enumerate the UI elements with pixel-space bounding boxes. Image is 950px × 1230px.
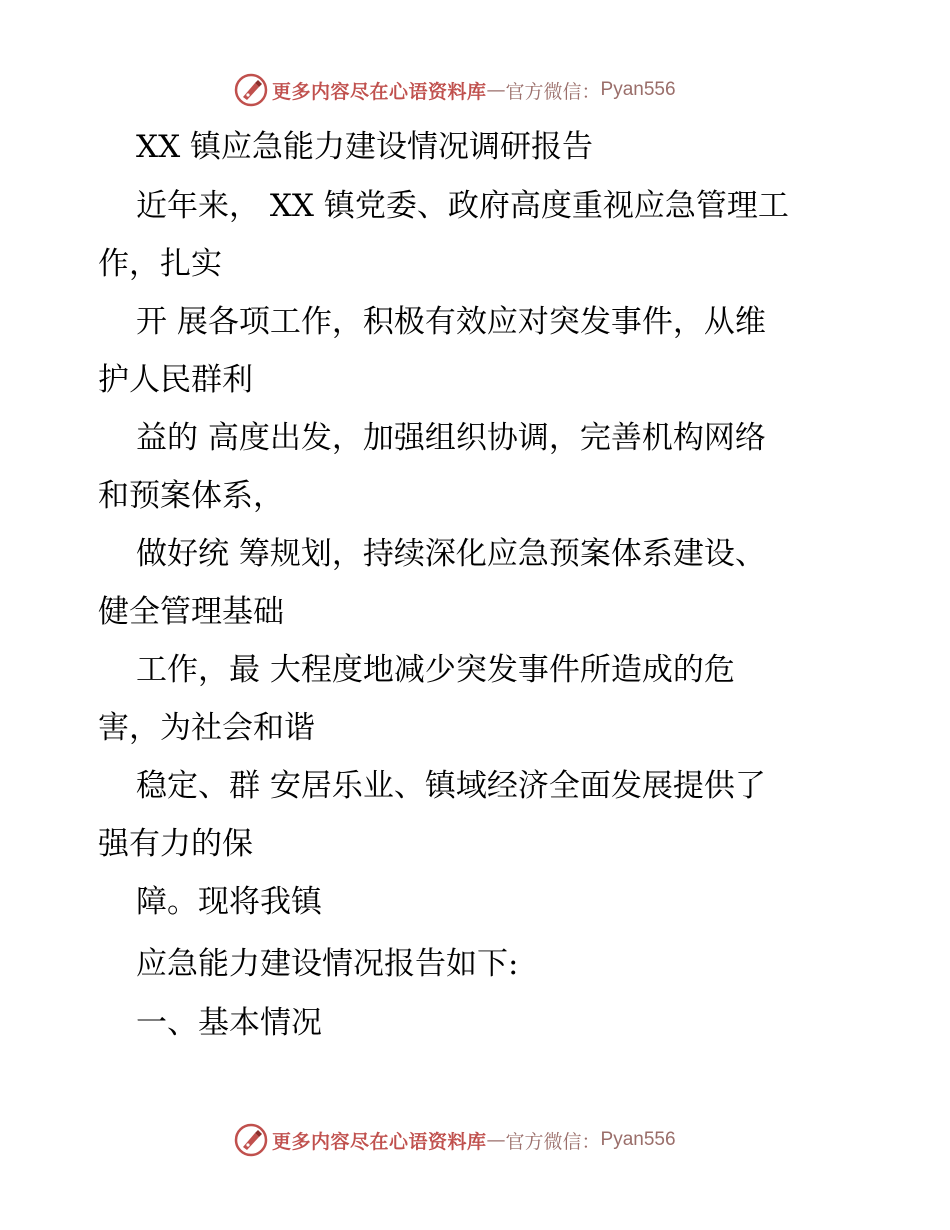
- pen-nib-logo-icon: [234, 73, 268, 107]
- paragraph-line: 做好统 筹规划，持续深化应急预案体系建设、: [136, 536, 766, 572]
- banner-wechat-label: 官方微信：: [505, 80, 601, 103]
- paragraph-line: 工作，最 大程度地减少突发事件所造成的危: [136, 652, 735, 688]
- banner-dash: —: [486, 1129, 506, 1151]
- paragraph-line: 强有力的保: [98, 826, 253, 862]
- paragraph-line: 障。现将我镇: [136, 884, 322, 920]
- section-heading: 一、基本情况: [136, 1005, 322, 1041]
- banner-wechat-id: Pyan556: [600, 1129, 676, 1150]
- paragraph-line: 应急能力建设情况报告如下:: [136, 946, 519, 982]
- banner-promo-text: 更多内容尽在心语资料库: [272, 80, 487, 103]
- banner-wechat-label: 官方微信：: [505, 1130, 601, 1153]
- paragraph-line: 开 展各项工作，积极有效应对突发事件，从维: [136, 304, 766, 340]
- paragraph-line: 和预案体系，: [98, 478, 284, 514]
- paragraph-line: 近年来， XX 镇党委、政府高度重视应急管理工: [136, 188, 789, 224]
- paragraph-line: 作，扎实: [98, 246, 222, 282]
- paragraph-line: 健全管理基础: [98, 594, 284, 630]
- banner-promo-text: 更多内容尽在心语资料库: [272, 1130, 487, 1153]
- pen-nib-logo-icon: [234, 1123, 268, 1157]
- paragraph-line: 稳定、群 安居乐业、镇域经济全面发展提供了: [136, 768, 766, 804]
- footer-banner: [234, 1120, 676, 1160]
- header-banner: [234, 70, 676, 110]
- document-title: XX 镇应急能力建设情况调研报告: [136, 129, 593, 165]
- banner-wechat-id: Pyan556: [600, 79, 676, 100]
- banner-dash: —: [486, 79, 506, 101]
- paragraph-line: 益的 高度出发，加强组织协调，完善机构网络: [136, 420, 766, 456]
- paragraph-line: 害，为社会和谐: [98, 710, 315, 746]
- paragraph-line: 护人民群利: [98, 362, 253, 398]
